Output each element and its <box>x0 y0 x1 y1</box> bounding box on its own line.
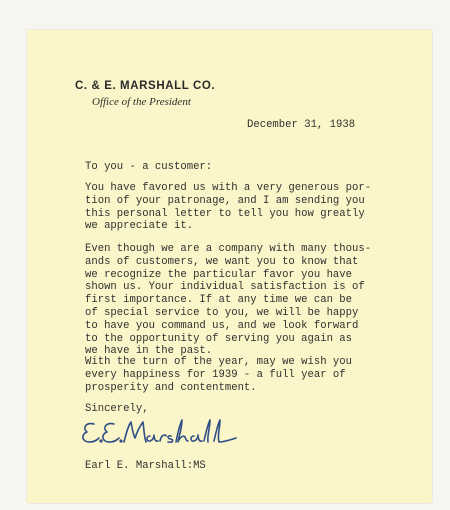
closing: Sincerely, <box>85 403 149 415</box>
paragraph-3 <box>85 356 352 394</box>
handwritten-signature <box>78 412 248 452</box>
paragraph-line: first importance. If at any time we can be <box>85 294 353 307</box>
paragraph-line: prosperity and contentment. <box>85 381 257 394</box>
letter-date: December 31, 1938 <box>247 119 356 131</box>
paragraph-line: this personal letter to tell you how greatly <box>85 207 365 220</box>
paragraph-line: to the opportunity of serving you again as <box>85 332 353 345</box>
letterhead-company: C. & E. MARSHALL CO. <box>75 80 216 92</box>
paragraph-line: we recognize the particular favor you have <box>85 268 353 281</box>
paragraph-line: we have in the past. <box>85 345 213 358</box>
salutation: To you - a customer: <box>85 161 213 173</box>
paragraph-line: every happiness for 1939 - a full year of <box>85 368 346 381</box>
paragraph-line: Even though we are a company with many thous- <box>85 243 372 255</box>
signer-name: Earl E. Marshall:MS <box>85 460 206 472</box>
paragraph-line: to have you command us, and we look forward <box>85 319 359 332</box>
paragraph-line: With the turn of the year, may we wish you <box>85 356 353 368</box>
paragraph-line: shown us. Your individual satisfaction is of <box>85 281 365 294</box>
paragraph-line: we appreciate it. <box>85 220 194 233</box>
paragraph-2 <box>85 243 371 358</box>
letterhead-office: Office of the President <box>92 96 191 108</box>
paragraph-line: of special service to you, we will be happy <box>85 306 359 319</box>
paragraph-1 <box>85 182 371 233</box>
paragraph-line: ands of customers, we want you to know that <box>85 255 359 268</box>
paragraph-line: You have favored us with a very generous por- <box>85 182 372 194</box>
paragraph-line: tion of your patronage, and I am sending you <box>85 194 365 207</box>
